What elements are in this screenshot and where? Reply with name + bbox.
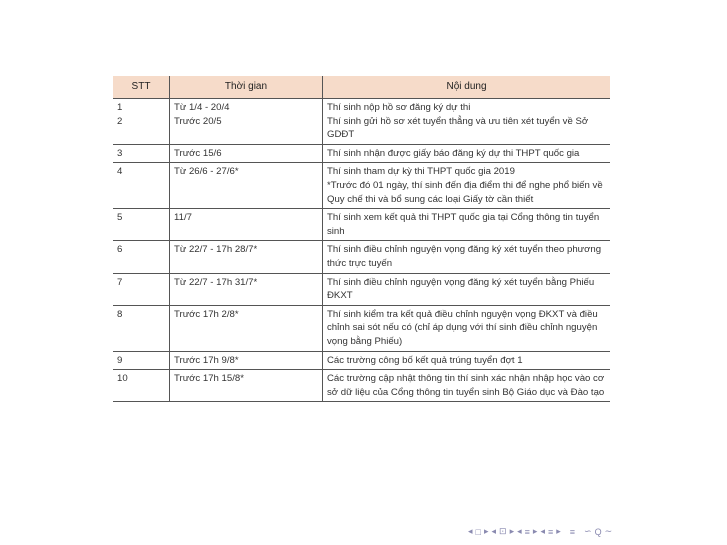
cell-stt: 3: [113, 144, 170, 163]
frame-prev-icon[interactable]: ◂: [491, 526, 497, 536]
schedule-table-body: [113, 99, 610, 402]
nav-box-icon[interactable]: □: [475, 526, 481, 537]
section-icon[interactable]: ≡: [524, 526, 530, 537]
section-next-icon[interactable]: ▸: [532, 526, 538, 536]
cell-stt: 9: [113, 351, 170, 370]
header-time: Thời gian: [170, 76, 323, 99]
header-stt: STT: [113, 76, 170, 99]
cell-content: Các trường công bố kết quả trúng tuyển đợt 1: [323, 351, 611, 370]
cell-stt: 1 2: [113, 99, 170, 145]
cell-content: Thí sinh tham dự kỳ thi THPT quốc gia 2019 *Trước đó 01 ngày, thí sinh đến địa điểm thi để nghe phổ biến về Quy chế thi và bổ sung các loại Giấy tờ cần thiết: [323, 163, 611, 209]
table-row: [113, 209, 610, 241]
cell-time: Trước 17h 9/8*: [170, 351, 323, 370]
schedule-table: [113, 76, 610, 402]
loop-icon[interactable]: ∼: [604, 526, 613, 536]
cell-content: Thí sinh xem kết quả thi THPT quốc gia tại Cổng thông tin tuyển sinh: [323, 209, 611, 241]
section-prev-icon[interactable]: ◂: [517, 526, 522, 536]
cell-stt: 7: [113, 273, 170, 305]
table-row: [113, 273, 610, 305]
cell-time: 11/7: [170, 209, 323, 241]
cell-content: Các trường cập nhật thông tin thí sinh xác nhận nhập học vào cơ sở dữ liệu của Cổng thông tin tuyển sinh Bộ Giáo dục và Đào tạo: [323, 370, 611, 402]
subsection-prev-icon[interactable]: ◂: [540, 526, 545, 536]
cell-content: Thí sinh nộp hồ sơ đăng ký dự thi Thí sinh gửi hồ sơ xét tuyển thẳng và ưu tiên xét tuyển về Sở GDĐT: [323, 99, 611, 145]
cell-time: Từ 22/7 - 17h 31/7*: [170, 273, 323, 305]
cell-time: Từ 26/6 - 27/6*: [170, 163, 323, 209]
cell-stt: 5: [113, 209, 170, 241]
table-row: [113, 144, 610, 163]
header-content: Nội dung: [323, 76, 611, 99]
cell-stt: 6: [113, 241, 170, 273]
cell-content: Thí sinh nhận được giấy báo đăng ký dự thi THPT quốc gia: [323, 144, 611, 163]
frame-icon[interactable]: ⊡: [499, 526, 507, 536]
table-row: [113, 370, 610, 402]
back-forward-icon[interactable]: ∽: [584, 526, 592, 536]
table-row: [113, 351, 610, 370]
schedule-table-container: [113, 76, 610, 402]
table-row: [113, 305, 610, 351]
cell-time: Trước 15/6: [170, 144, 323, 163]
table-row: [113, 99, 610, 145]
cell-time: Trước 17h 15/8*: [170, 370, 323, 402]
subsection-icon[interactable]: ≡: [547, 526, 554, 537]
frame-next-icon[interactable]: ▸: [509, 526, 515, 536]
cell-content: Thí sinh kiểm tra kết quả điều chỉnh nguyện vọng ĐKXT và điều chỉnh sai sót nếu có (chỉ áp dụng với thí sinh điều chỉnh nguyện vọng bằng Phiếu): [323, 305, 611, 351]
cell-stt: 8: [113, 305, 170, 351]
cell-content: Thí sinh điều chỉnh nguyện vọng đăng ký xét tuyển bằng Phiếu ĐKXT: [323, 273, 611, 305]
cell-stt: 10: [113, 370, 170, 402]
cell-time: Từ 22/7 - 17h 28/7*: [170, 241, 323, 273]
beamer-navigation: [468, 526, 612, 537]
subsection-next-icon[interactable]: ▸: [556, 526, 561, 536]
nav-next-icon[interactable]: ▸: [483, 526, 489, 536]
cell-time: Từ 1/4 - 20/4 Trước 20/5: [170, 99, 323, 145]
align-icon[interactable]: ≡: [569, 526, 576, 537]
table-row: [113, 241, 610, 273]
cell-stt: 4: [113, 163, 170, 209]
nav-first-icon[interactable]: ◂: [468, 526, 473, 536]
zoom-icon[interactable]: Q: [594, 526, 602, 537]
table-row: [113, 163, 610, 209]
cell-time: Trước 17h 2/8*: [170, 305, 323, 351]
cell-content: Thí sinh điều chỉnh nguyện vọng đăng ký xét tuyển theo phương thức trực tuyến: [323, 241, 611, 273]
